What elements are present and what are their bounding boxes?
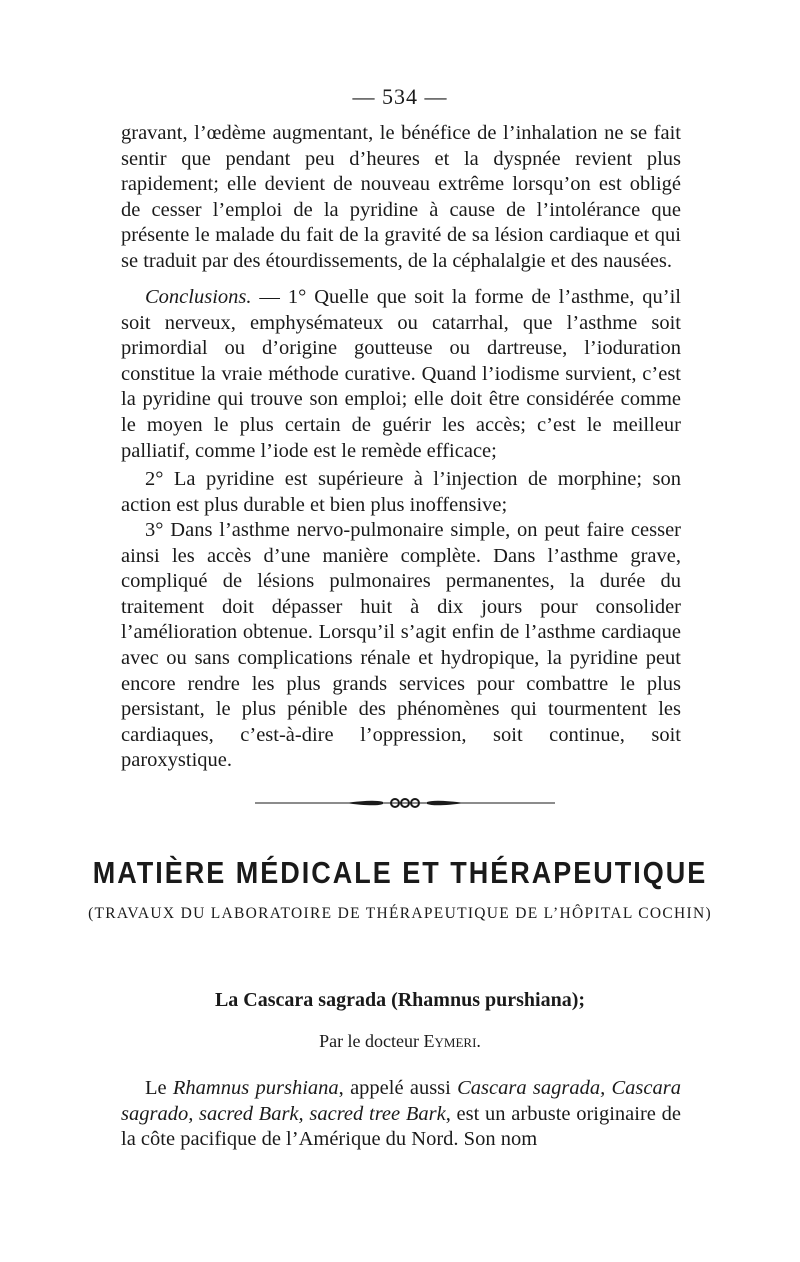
section-subtitle: (TRAVAUX DU LABORATOIRE DE THÉRAPEUTIQUE DE L’HÔPITAL COCHIN)	[88, 905, 712, 922]
section-divider-ornament	[255, 795, 555, 811]
conclusions-point-1-text: — 1° Quelle que soit la forme de l’asthme, qu’il soit nerveux, emphysémateux ou catarrhal, que l’asthme soit primordial ou d’origine goutteuse ou dartreuse, l’ioduration constitue la vraie méthode curative. Quand l’iodisme survient, c’est la pyridine qui trouve son emploi; elle doit être considérée comme le moyen le plus certain de guérir les accès; c’est le meilleur palliatif, comme l’iode est le remède efficace;	[121, 286, 681, 462]
article-title: La Cascara sagrada (Rhamnus purshiana);	[214, 989, 586, 1011]
paragraph-continuation: gravant, l’œdème augmentant, le bénéfice de l’inhalation ne se fait sentir que pendant peu d’heures et la dyspnée revient plus rapidement; elle devient de nouveau extrême lorsqu’on est obligé de cesser l’emploi de la pyridine à cause de l’intolérance que présente le malade du fait de la gravité de sa lésion cardiaque et qui se traduit par des étourdissements, de la céphalalgie et des nausées.	[121, 122, 681, 272]
intro-cascara-names: Cascara sagrada, Cascara sagrado, sacred Bark, sacred tree Bark	[121, 1077, 681, 1125]
article-intro-paragraph	[121, 1076, 681, 1153]
intro-text-1: Le	[145, 1077, 173, 1099]
section-title: MATIÈRE MÉDICALE ET THÉRAPEUTIQUE	[92, 856, 708, 890]
intro-text-2: , appelé aussi	[338, 1077, 458, 1099]
article-byline	[0, 1031, 800, 1052]
intro-text-3: , est un arbuste originaire de la côte pacifique de l’Amérique du Nord. Son nom	[121, 1102, 681, 1151]
intro-rhamnus-name: Rhamnus purshiana	[172, 1077, 339, 1099]
conclusions-label: Conclusions.	[145, 286, 252, 308]
conclusions-point-2: 2° La pyridine est supérieure à l’injection de morphine; son action est plus durable et bien plus inoffensive;	[121, 468, 681, 516]
page-number: — 534 —	[352, 84, 448, 109]
conclusions-point-3: 3° Dans l’asthme nervo-pulmonaire simple, on peut faire cesser ainsi les accès d’une manière complète. Dans l’asthme grave, compliqué de lésions pulmonaires permanentes, la durée du traitement doit dépasser huit à dix jours pour consolider l’amélioration obtenue. Lorsqu’il s’agit enfin de l’asthme cardiaque avec ou sans complications rénale et hydropique, la pyridine peut encore rendre les plus grands services pour combattre le plus persistant, le plus pénible des phénomènes qui tourmentent les cardiaques, c’est-à-dire l’oppression, soit continue, soit paroxystique.	[121, 519, 681, 772]
byline-prefix: Par le docteur	[319, 1031, 420, 1051]
conclusions-point-1	[121, 285, 681, 464]
byline-author: Eymeri.	[423, 1031, 481, 1051]
